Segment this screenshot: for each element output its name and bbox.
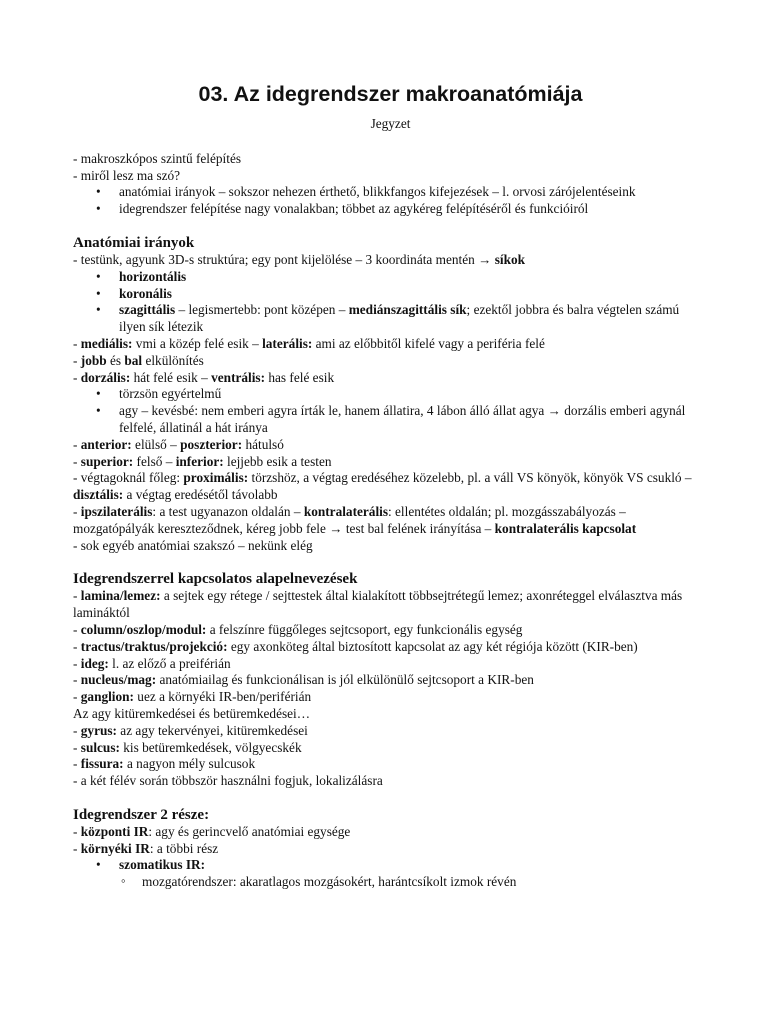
list-item: • agy – kevésbé: nem emberi agyra írták le, hanem állatira, 4 lábon álló állat agya → dorzális emberi agynál felfelé, állatinál a hát iránya [73,403,708,437]
definition-line: - fissura: a nagyon mély sulcusok [73,756,256,772]
paragraph-line: - végtagoknál főleg: proximális: törzshöz, a végtag eredéséhez közelebb, pl. a váll VS könyök, könyök VS csukló – disztális: a végtag eredésétől távolabb [73,470,692,503]
intro-line: - miről lesz ma szó? [73,167,181,183]
paragraph-line: - mediális: vmi a közép felé esik – laterális: ami az előbbitől kifelé vagy a periféria felé [73,335,545,351]
list-item: • horizontális [73,269,708,286]
section-heading-alapelnevezesek: Idegrendszerrel kapcsolatos alapelnevezések [73,571,358,588]
paragraph-line: Az agy kitüremkedései és betüremkedései… [73,705,311,721]
arrow-icon: → [329,520,343,536]
list-item: • idegrendszer felépítése nagy vonalakban; többet az agykéreg felépítéséről és funkcióiról [73,201,708,218]
definition-line: - sulcus: kis betüremkedések, völgyecskék [73,739,302,755]
paragraph-line: - jobb és bal elkülönítés [73,352,204,368]
paragraph-line: - anterior: elülső – poszterior: hátulsó [73,436,284,452]
page-title: 03. Az idegrendszer makroanatómiája [198,82,583,106]
paragraph-line: - központi IR: agy és gerincvelő anatómiai egysége [73,823,351,839]
paragraph-line: - környéki IR: a többi rész [73,840,219,856]
dorsal-list [73,386,708,436]
list-item: • anatómiai irányok – sokszor nehezen érthető, blikkfangos kifejezések – l. orvosi zárójelentéseink [73,184,708,201]
subtitle: Jegyzet [370,116,411,131]
definition-line: - gyrus: az agy tekervényei, kitüremkedései [73,722,308,738]
intro-line: - makroszkópos szintű felépítés [73,150,242,166]
paragraph-line: - testünk, agyunk 3D-s struktúra; egy pont kijelölése – 3 koordináta mentén → síkok [73,251,526,267]
paragraph-line: - dorzális: hát felé esik – ventrális: has felé esik [73,369,335,385]
list-item: • szagittális – legismertebb: pont középen – mediánszagittális sík; ezektől jobbra és balra végtelen számú ilyen sík létezik [73,302,708,336]
definition-line: - tractus/traktus/projekció: egy axonköteg által biztosított kapcsolat az agy két régiója között (KIR-ben) [73,638,638,654]
arrow-icon: → [547,403,561,419]
list-item: • szomatikus IR: ◦ mozgatórendszer: akaratlagos mozgásokért, harántcsíkolt izmok révén [73,857,708,891]
paragraph-line: - a két félév során többször használni fogjuk, lokalizálásra [73,773,383,789]
planes-list [73,269,708,336]
definition-line: - nucleus/mag: anatómiailag és funkcionálisan is jól elkülönülő sejtcsoport a KIR-ben [73,672,534,688]
list-item: • törzsön egyértelmű [73,386,708,403]
definition-line: - lamina/lemez: a sejtek egy rétege / sejttestek által kialakított többsejtrétegű lemez; axonréteggel elválasztva más lamináktól [73,588,683,621]
paragraph-line: - sok egyéb anatómiai szakszó – nekünk elég [73,537,313,553]
arrow-icon: → [478,251,492,267]
paragraph-line: - superior: felső – inferior: lejjebb esik a testen [73,453,332,469]
sub-list [73,874,708,891]
section-heading-anatomiai-iranyok: Anatómiai irányok [73,234,195,251]
section-heading-idegrendszer-2-resze: Idegrendszer 2 része: [73,806,210,823]
list-item: • koronális [73,286,708,303]
paragraph-line: - ipszilaterális: a test ugyanazon oldalán – kontralaterális: ellentétes oldalán; pl. mozgásszabályozás – mozgatópályák kereszteződnek, kéreg jobb fele → test bal felének irányítása – kontralaterális kapcsolat [73,503,637,536]
list-item: ◦ mozgatórendszer: akaratlagos mozgásokért, harántcsíkolt izmok révén [73,874,708,891]
definition-line: - ganglion: uez a környéki IR-ben/periférián [73,689,312,705]
definition-line: - column/oszlop/modul: a felszínre függőleges sejtcsoport, egy funkcionális egység [73,621,523,637]
definition-line: - ideg: l. az előző a preiférián [73,655,231,671]
ir-parts-list [73,857,708,891]
intro-bullets [73,184,708,218]
